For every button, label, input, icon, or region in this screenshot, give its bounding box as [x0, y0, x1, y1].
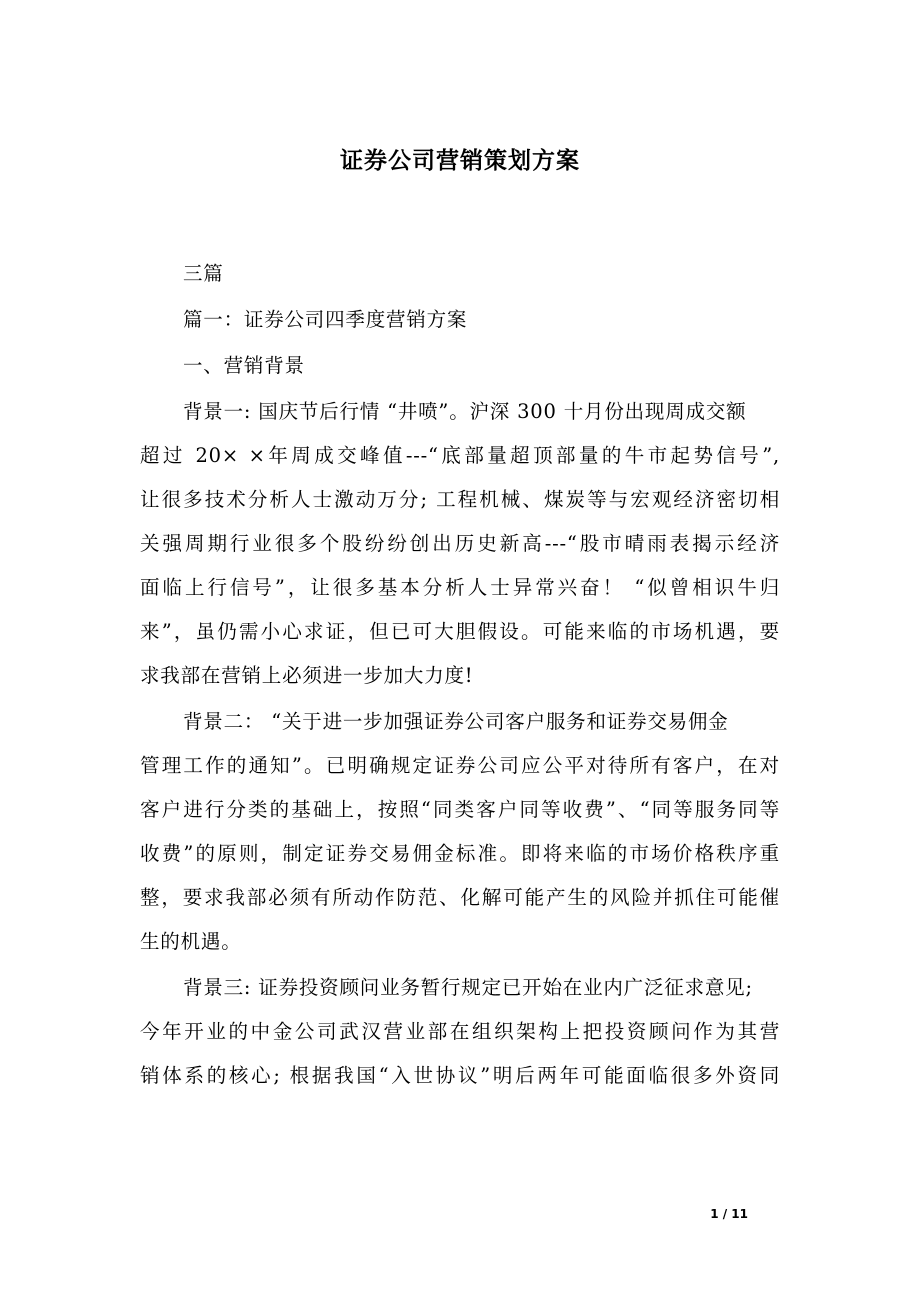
paragraph-line: 背景一: 国庆节后行情 “井喷”。沪深 300 十月份出现周成交额: [183, 400, 747, 423]
paragraph-line: 管理工作的通知”。已明确规定证券公司应公平对待所有客户，在对: [140, 754, 780, 777]
paragraph-line: 关强周期行业很多个股纷纷创出历史新高---“股市晴雨表揭示经济: [140, 532, 780, 555]
paragraph-line: 求我部在营销上必须进一步加大力度!: [140, 664, 474, 687]
paragraph-line: 面临上行信号”，让很多基本分析人士异常兴奋！ “似曾相识牛归: [140, 576, 780, 599]
paragraph-line: 背景三: 证券投资顾问业务暂行规定已开始在业内广泛征求意见;: [183, 976, 753, 999]
document-title: 证券公司营销策划方案: [340, 147, 580, 174]
paragraph-line: 背景二： “关于进一步加强证券公司客户服务和证券交易佣金: [183, 710, 729, 733]
document-body: [140, 256, 780, 1094]
paragraph-line: 销体系的核心; 根据我国“入世协议”明后两年可能面临很多外资同: [140, 1064, 780, 1087]
paragraph-line: 今年开业的中金公司武汉营业部在组织架构上把投资顾问作为其营: [140, 1020, 780, 1043]
paragraph-line: 让很多技术分析人士激动万分; 工程机械、煤炭等与宏观经济密切相: [140, 488, 780, 511]
paragraph-line: 生的机遇。: [140, 930, 242, 953]
paragraph-line: 超过 20× ×年周成交峰值---“底部量超顶部量的牛市起势信号”,: [140, 444, 780, 467]
paragraph-line: 来”，虽仍需小心求证，但已可大胆假设。可能来临的市场机遇，要: [140, 620, 780, 643]
paragraph-line: 整，要求我部必须有所动作防范、化解可能产生的风险并抓住可能催: [140, 886, 780, 909]
text-line: 篇一：证券公司四季度营销方案: [183, 308, 468, 331]
text-line: 三篇: [183, 262, 224, 285]
page-number: 1 / 11: [710, 1207, 748, 1221]
paragraph-line: 客户进行分类的基础上，按照“同类客户同等收费”、“同等服务同等: [140, 798, 780, 821]
section-heading: 一、营销背景: [183, 354, 305, 377]
paragraph-line: 收费”的原则，制定证券交易佣金标准。即将来临的市场价格秩序重: [140, 842, 780, 865]
